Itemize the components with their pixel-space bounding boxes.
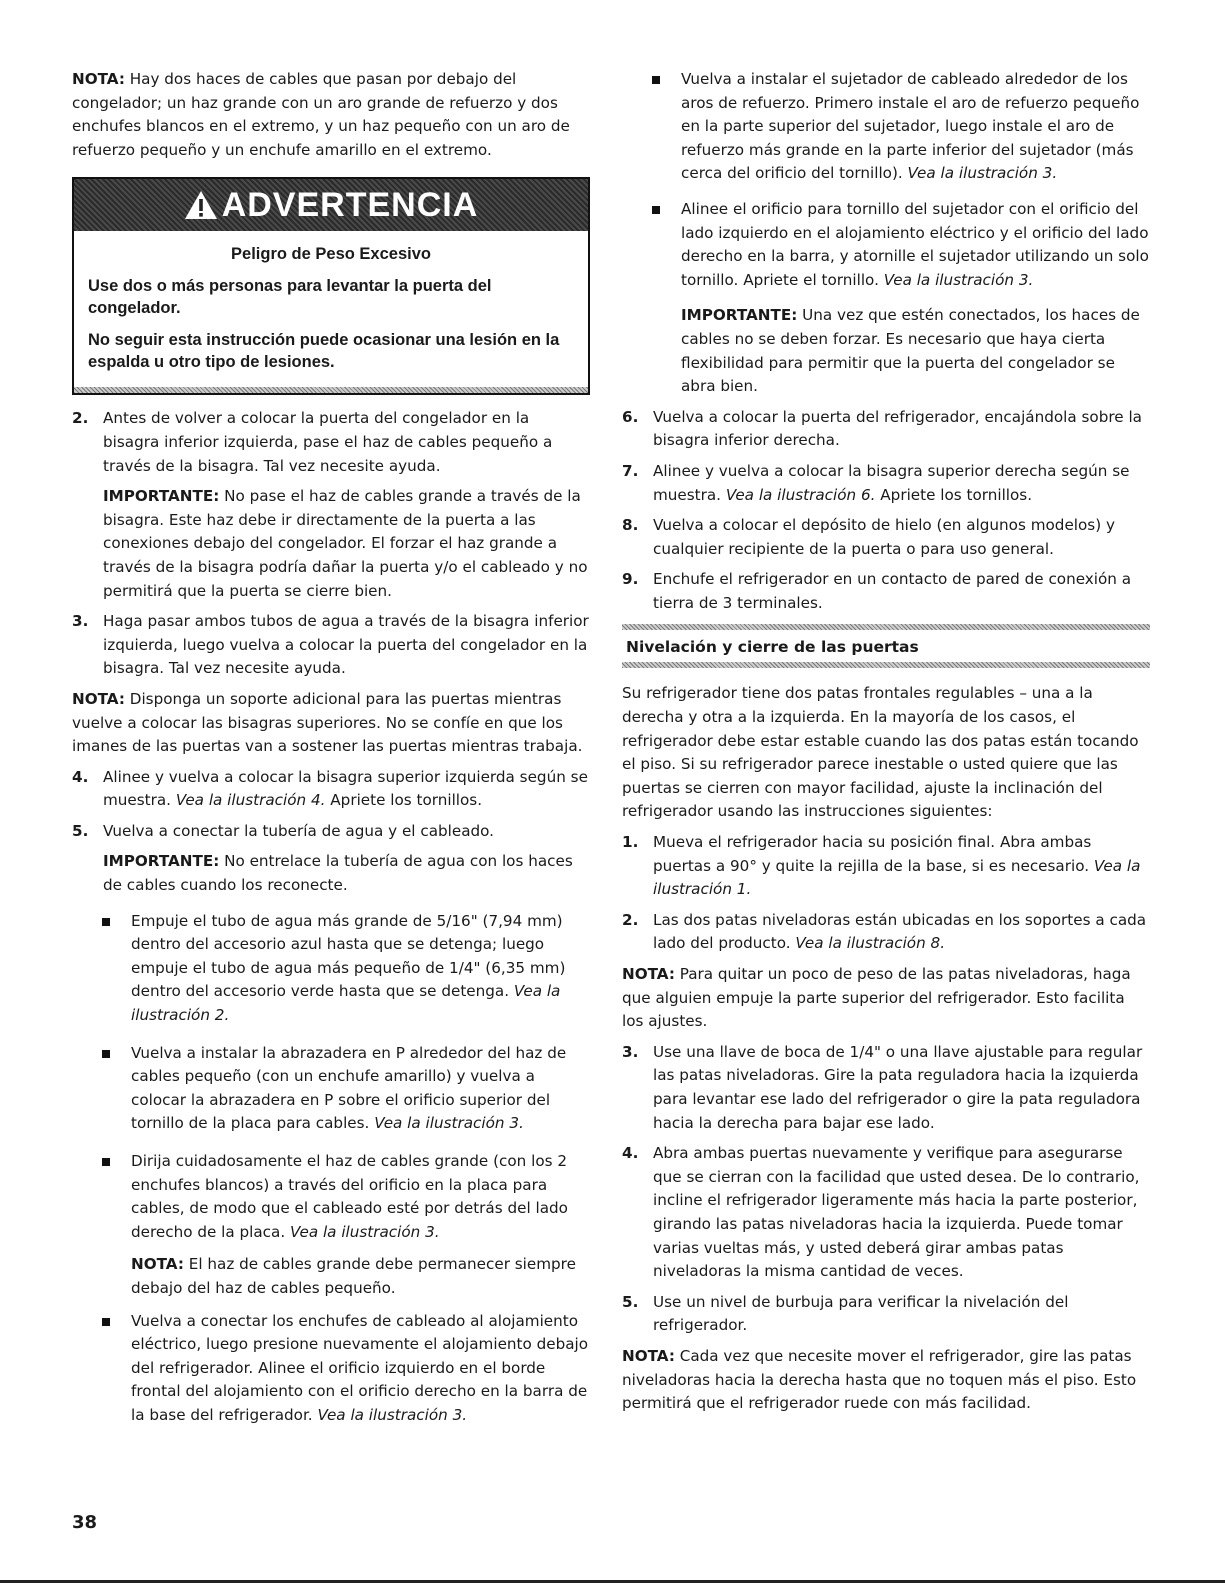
step-6: 6. Vuelva a colocar la puerta del refrigerador, encajándola sobre la bisagra inferior derecha. [622, 407, 1142, 450]
nota-weight: NOTA: Para quitar un poco de peso de las patas niveladoras, haga que alguien empuje la parte superior del refrigerador. Esto facilita los ajustes. [622, 965, 1131, 1031]
warning-triangle-icon [184, 190, 218, 220]
level-step-2: 2. Las dos patas niveladoras están ubicadas en los soportes a cada lado del producto. Vea la ilustración 8. [622, 910, 1147, 953]
warning-line-2: No seguir esta instrucción puede ocasionar una lesión en la espalda u otro tipo de lesiones. [88, 331, 560, 372]
right-column [622, 68, 1150, 1416]
bullet-large-harness: Dirija cuidadosamente el haz de cables grande (con los 2 enchufes blancos) a través del orificio en la placa para cables, de modo que el cableado esté por detrás del lado derecho de la placa. Vea la ilustración 3. [72, 1150, 590, 1244]
step-9: 9. Enchufe el refrigerador en un contacto de pared de conexión a tierra de 3 terminales. [622, 570, 1132, 612]
section-title: Nivelación y cierre de las puertas [626, 638, 919, 657]
bullet-p-clamp: Vuelva a instalar la abrazadera en P alrededor del haz de cables pequeño (con un enchufe amarillo) y vuelva a colocar la abrazadera en P sobre el orificio superior del tornillo de la placa para cables. Vea la ilustración 3. [72, 1042, 590, 1136]
step-4: 4. Alinee y vuelva a colocar la bisagra superior izquierda según se muestra. Vea la ilustración 4. Apriete los tornillos. [72, 767, 588, 810]
step-5: 5. Vuelva a conectar la tubería de agua y el cableado. IMPORTANTE: No entrelace la tubería de agua con los haces de cables cuando los reconecte. [72, 820, 590, 898]
step-2: 2. Antes de volver a colocar la puerta del congelador en la bisagra inferior izquierda, pase el haz de cables pequeño a través de la bisagra. Tal vez necesite ayuda. IMPORTANTE: No pase el haz de cables grande a través de la bisagra. Este haz debe ir directamente de la puerta a las conexiones debajo del congelador. El forzar el haz grande a través de la bisagra podría dañar la puerta y/o el cableado y no permitirá que la puerta se cierre bien. [72, 407, 590, 603]
warning-title: Peligro de Peso Excesivo [231, 245, 431, 264]
section-bottom-bar [622, 662, 1150, 668]
step-7: 7. Alinee y vuelva a colocar la bisagra superior derecha según se muestra. Vea la ilustración 6. Apriete los tornillos. [622, 461, 1130, 504]
section-heading [622, 624, 1150, 668]
bottom-rule [0, 1580, 1225, 1583]
level-step-1: 1. Mueva el refrigerador hacia su posición final. Abra ambas puertas a 90° y quite la rejilla de la base, si es necesario. Vea la ilustración 1. [622, 833, 1141, 899]
bullet-large-harness-note: NOTA: El haz de cables grande debe permanecer siempre debajo del haz de cables pequeño. [131, 1255, 576, 1297]
warning-header [74, 179, 588, 231]
page-number: 38 [72, 1512, 98, 1533]
bullet-square-icon [102, 918, 110, 926]
nota-move: NOTA: Cada vez que necesite mover el refrigerador, gire las patas niveladoras hacia la derecha hasta que no toquen más el piso. Esto permitirá que el refrigerador ruede con más facilidad. [622, 1346, 1137, 1413]
bullet-square-icon [102, 1318, 110, 1326]
step-2-important: IMPORTANTE: No pase el haz de cables grande a través de la bisagra. Este haz debe ir directamente de la puerta a las conexiones debajo del congelador. El forzar el haz grande a través de la bisagra podría dañar la puerta y/o el cableado y no permitirá que la puerta se cierre bien. [103, 487, 588, 600]
level-step-5: 5. Use un nivel de burbuja para verificar la nivelación del refrigerador. [622, 1292, 1069, 1335]
bullet-square-icon [102, 1158, 110, 1166]
level-step-4: 4. Abra ambas puertas nuevamente y verifique para asegurarse que se cierran con la facilidad que usted desea. De lo contrario, incline el refrigerador ligeramente más hacia la parte posterior, girando las patas niveladoras hacia la izquierda. Puede tomar varias vueltas más, y usted deberá girar ambas patas niveladoras la misma cantidad de veces. [622, 1144, 1140, 1281]
bullet-water-tubes: Empuje el tubo de agua más grande de 5/16" (7,94 mm) dentro del accesorio azul hasta que se detenga; luego empuje el tubo de agua más pequeño de 1/4" (6,35 mm) dentro del accesorio verde hasta que se detenga. Vea la ilustración 2. [72, 910, 590, 1028]
step-8: 8. Vuelva a colocar el depósito de hielo (en algunos modelos) y cualquier recipiente de la puerta o para uso general. [622, 516, 1115, 558]
nota-cables: NOTA: Hay dos haces de cables que pasan por debajo del congelador; un haz grande con un aro grande de refuerzo y dos enchufes blancos en el extremo, y un haz pequeño con un aro de refuerzo pequeño y un enchufe amarillo en el extremo. [72, 70, 570, 159]
bullet-square-icon [652, 206, 660, 214]
warning-heading: ADVERTENCIA [221, 185, 479, 224]
warning-footer-bar [74, 387, 588, 393]
level-step-3: 3. Use una llave de boca de 1/4" o una llave ajustable para regular las patas niveladoras. Gire la pata reguladora hacia la izquierda para levantar ese lado del refrigerador o gire la pata reguladora hacia la derecha para bajar ese lado. [622, 1042, 1143, 1132]
step-5-important: IMPORTANTE: No entrelace la tubería de agua con los haces de cables cuando los reconecte. [103, 852, 573, 895]
warning-line-1: Use dos o más personas para levantar la puerta del congelador. [88, 277, 492, 318]
bullet-align-screw: Alinee el orificio para tornillo del sujetador con el orificio del lado izquierdo en el alojamiento eléctrico y el orificio del lado derecho en la barra, y atornille el sujetador utilizando un solo tornillo. Apriete el tornillo. Vea la ilustración 3. [622, 198, 1150, 292]
left-column [72, 68, 590, 1428]
nota-soporte: NOTA: Disponga un soporte adicional para las puertas mientras vuelve a colocar las bisagras superiores. No se confíe en que los imanes de las puertas van a sostener las puertas mientras trabaja. [72, 689, 583, 756]
important-harness-note: IMPORTANTE: Una vez que estén conectados, los haces de cables no se deben forzar. Es necesario que haya cierta flexibilidad para permitir que la puerta del congelador se abra bien. [681, 306, 1140, 396]
warning-box [72, 177, 590, 395]
warning-body [74, 231, 588, 387]
leveling-intro: Su refrigerador tiene dos patas frontales regulables – una a la derecha y otra a la izquierda. En la mayoría de los casos, el refrigerador debe estar estable cuando las dos patas están tocando el piso. Si su refrigerador parece inestable o usted quiere que las puertas se cierren con mayor facilidad, ajuste la inclinación del refrigerador usando las instrucciones siguientes: [622, 684, 1139, 821]
bullet-wire-holder: Vuelva a instalar el sujetador de cableado alrededor de los aros de refuerzo. Primero instale el aro de refuerzo pequeño en la parte superior del sujetador, luego instale el aro de refuerzo más grande en la parte inferior del sujetador (más cerca del orificio del tornillo). Vea la ilustración 3. [622, 68, 1150, 186]
step-3: 3. Haga pasar ambos tubos de agua a través de la bisagra inferior izquierda, luego vuelva a colocar la puerta del congelador en la bisagra. Tal vez necesite ayuda. [72, 612, 589, 678]
bullet-reconnect-plugs: Vuelva a conectar los enchufes de cableado al alojamiento eléctrico, luego presione nuevamente el alojamiento debajo del refrigerador. Alinee el orificio izquierdo en el borde frontal del alojamiento con el orificio derecho en la barra de la base del refrigerador. Vea la ilustración 3. [72, 1310, 590, 1428]
bullet-square-icon [102, 1050, 110, 1058]
bullet-square-icon [652, 76, 660, 84]
